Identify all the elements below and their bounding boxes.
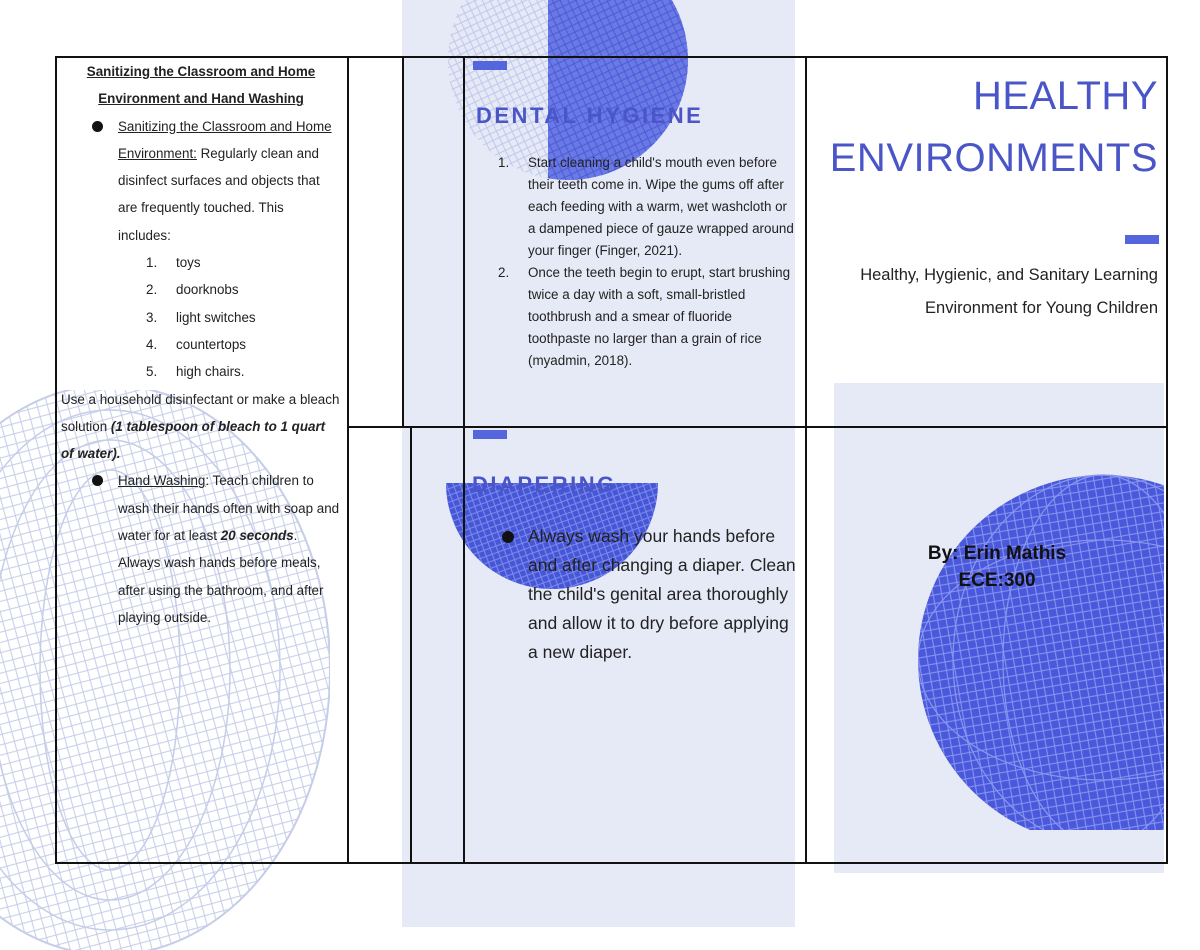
surface-list <box>62 249 340 385</box>
item-number: 5. <box>146 364 158 380</box>
item-number: 4. <box>146 336 158 352</box>
list-item <box>62 113 340 249</box>
border-left <box>55 56 57 864</box>
diapering-list <box>500 522 800 667</box>
list-item <box>498 262 798 372</box>
divider-v2-bottom <box>410 427 412 864</box>
item-text: countertops <box>176 336 246 352</box>
list-item <box>62 467 340 631</box>
bullet1-text: Regularly clean and disinfect surfaces and objects that are frequently touched. This includes: <box>118 145 320 243</box>
cover-subtitle: Healthy, Hygienic, and Sanitary Learning Environment for Young Children <box>860 266 1158 317</box>
disinfect-paragraph <box>61 386 340 468</box>
bullet2-text-b: . Always wash hands before meals, after using the bathroom, and after playing outside. <box>118 528 324 625</box>
border-bottom <box>55 862 1168 864</box>
bullet2-label: Hand Washing <box>118 473 206 489</box>
bullet2-emphasis: 20 seconds <box>220 528 294 544</box>
sanitizing-list <box>62 113 340 249</box>
item-text: Once the teeth begin to erupt, start brushing twice a day with a soft, small-bristled toothbrush and a smear of fluoride toothpaste no larger than a grain of rice (myadmin, 2018). <box>528 265 791 368</box>
item-text: high chairs. <box>176 364 245 380</box>
item-number: 1. <box>498 155 510 170</box>
item-number: 1. <box>146 255 158 271</box>
border-right <box>1166 56 1168 864</box>
item-text: toys <box>176 255 201 271</box>
list-item: Always wash your hands before and after changing a diaper. Clean the child's genital area thoroughly and allow it to dry before applying a new diaper. <box>500 522 800 667</box>
cover-title-line1: HEALTHY <box>972 74 1158 118</box>
diapering-title: DIAPERING <box>472 472 617 497</box>
sanitizing-heading: Sanitizing the Classroom and Home Environment and Hand Washing <box>86 64 316 107</box>
item-number: 3. <box>146 309 158 325</box>
divider-v2-top <box>402 56 404 427</box>
dental-list <box>498 152 798 372</box>
handwashing-list <box>62 467 340 631</box>
divider-v3 <box>463 56 465 864</box>
list-item <box>498 152 798 262</box>
author-name: By: Erin Mathis <box>927 543 1067 564</box>
list-item <box>62 276 340 303</box>
bullet2-text-a: : Teach children to wash their hands often with soap and water for at least <box>118 473 340 544</box>
sanitizing-panel <box>62 58 340 631</box>
accent-bar-dental <box>473 61 507 70</box>
list-item <box>62 304 340 331</box>
item-text: light switches <box>176 309 256 325</box>
list-item <box>62 331 340 358</box>
list-item <box>62 249 340 276</box>
disinfect-emphasis: (1 tablespoon of bleach to 1 quart of water). <box>61 418 326 462</box>
divider-v1 <box>347 56 349 864</box>
list-item <box>62 358 340 385</box>
cover-title-line2: ENVIRONMENTS <box>829 136 1158 180</box>
course-code: ECE:300 <box>958 570 1036 591</box>
item-text: Start cleaning a child's mouth even before their teeth come in. Wipe the gums off after each feeding with a warm, wet washcloth or a dampened piece of gauze wrapped around your finger (Finger, 2021). <box>528 155 794 258</box>
item-number: 2. <box>498 265 510 280</box>
item-number: 2. <box>146 282 158 298</box>
accent-bar-diapering <box>473 430 507 439</box>
divider-h-mid <box>347 426 1168 428</box>
bullet1-label: Sanitizing the Classroom and Home Environment: <box>118 118 332 161</box>
accent-bar-cover <box>1125 235 1159 244</box>
dental-title: DENTAL HYGIENE <box>476 103 704 128</box>
divider-v4 <box>805 56 807 864</box>
author-block <box>902 540 1092 594</box>
mesh-sphere-cover <box>918 460 1168 830</box>
disinfect-text: Use a household disinfectant or make a bleach solution <box>61 391 340 434</box>
item-text: doorknobs <box>176 282 239 298</box>
